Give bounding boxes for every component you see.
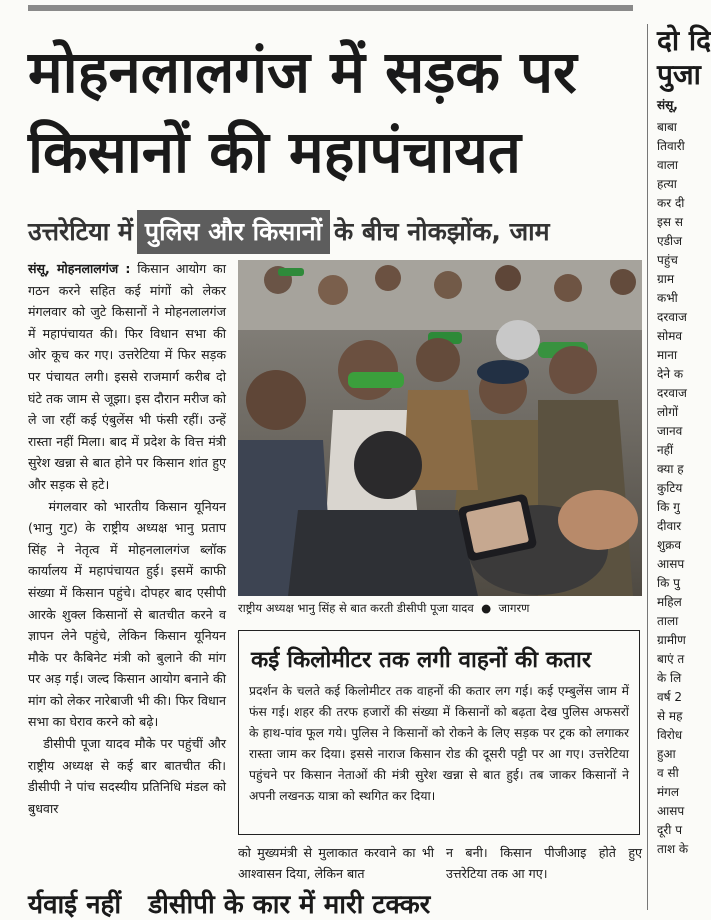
right-story-line: जानव [657,424,683,438]
right-story-line: सोमव [657,329,683,343]
right-story-line: ग्राम [657,272,675,286]
right-story-line: वाला [657,158,679,172]
right-story-line: देने क [657,367,684,381]
right-story-line: इस स [657,215,683,229]
right-story-line: कुटिय [657,481,683,495]
right-story-line: कभी [657,291,678,305]
top-rule [28,5,633,11]
right-story-line: दूरी प [657,823,683,837]
subheadline [28,210,550,254]
next-story-head-part-1: र्यवाई नहीं [28,890,122,920]
right-story-line: व सी [657,766,679,780]
article-body [28,258,226,819]
right-story-line: नहीं [657,443,674,457]
right-story-line: आसप [657,557,685,571]
continuation-col-2: न बनी। किसान पीजीआइ होते हुए उत्तरेटिया तक आ गए। [446,845,642,881]
headline-line-2: किसानों की महापंचायत [28,118,521,186]
body-paragraph-3 [28,733,226,819]
right-story-line: बाएं त [657,652,685,666]
box-title: कई किलोमीटर तक लगी वाहनों की कतार [251,647,592,673]
right-story-line: कि पु [657,576,680,590]
right-story-line: शुक्रव [657,538,682,552]
right-story-line: ग्रामीण [657,633,686,647]
right-story-headline [657,24,711,92]
dateline: संसू, मोहनलालगंज : [28,261,131,276]
right-story-line: कर दी [657,196,685,210]
body-text-2: मंगलवार को भारतीय किसान यूनियन (भानु गुट) के राष्ट्रीय अध्यक्ष भानु प्रताप सिंह ने नेतृत्व में मोहनलालगंज ब्लॉक कार्यालय में महापंचायत हुई। इसमें काफी संख्या में किसान पहुंचे। दोपहर बाद एसीपी आरके शुक्ल किसानों से बातचीत करने व ज्ञापन लेने पहुंचे, लेकिन किसान यूनियन मौके पर कैबिनेट मंत्री को बुलाने की मांग पर अड़ गई। जल्द किसान आयोग बनाने की मांग को लेकर नारेबाजी भी की। फिर विधान सभा का घेराव करने को बढ़े। [28,498,226,730]
right-story-line: क्या ह [657,462,684,476]
right-story-head-1: दो दि [657,24,711,57]
subheadline-after: के बीच नोकझोंक, जाम [334,217,550,246]
next-story-headline [28,890,430,920]
photo-caption [238,600,642,616]
subheadline-highlight: पुलिस और किसानों [137,210,330,254]
body-paragraph-1 [28,258,226,496]
body-paragraph-2 [28,496,226,734]
next-story-head-part-2: डीसीपी के कार में मारी टक्कर [148,890,431,920]
right-story-line: कि गु [657,500,680,514]
box-text: प्रदर्शन के चलते कई किलोमीटर तक वाहनों की कतार लग गई। कई एम्बुलेंस जाम में फंस गई। शहर की तरफ हजारों की संख्या में किसानों को बढ़ता देख पुलिस अफसरों के हाथ-पांव फूल गये। पुलिस ने किसानों को रोकने के लिए सड़क पर ट्रक को लगाकर रास्ता जाम कर दिया। इससे नाराज किसान रोड की दूसरी पट्टी पर आ गए। उत्तरेटिया पहुंचने पर किसान नेताओं की मंत्री सुरेश खन्ना से बात हुई। तब जाकर किसानों ने अपनी लखनऊ यात्रा को स्थगित कर दिया। [249,684,629,803]
column-divider [647,24,648,910]
sidebar-box [238,630,640,835]
right-story-line: एडीज [657,234,683,248]
photo-credit: जागरण [498,601,530,615]
headline-line-1: मोहनलालगंज में सड़क पर [28,38,577,106]
right-story-line: हत्या [657,177,677,191]
right-story-dateline: संसू, [657,98,678,112]
bullet-icon: ● [477,601,495,615]
right-story-line: वर्ष 2 [657,690,683,704]
photo-caption-text: राष्ट्रीय अध्यक्ष भानु सिंह से बात करती डीसीपी पूजा यादव [238,601,474,615]
right-story-line: हुआ [657,747,676,761]
body-text-1: किसान आयोग का गठन करने सहित कई मांगों को लेकर मंगलवार को जुटे किसानों ने मोहनलालगंज में महापंचायत की। फिर विधान सभा की ओर कूच कर गए। उत्तरेटिया में फिर सड़क पर पंचायत लगी। इससे राजमार्ग करीब दो घंटे तक जाम से जूझा। इस दौरान मरीज को ले जा रहीं कई एंबुलेंस भी फंसी रहीं। उन्हें रास्ता नहीं मिला। बाद में प्रदेश के वित्त मंत्री सुरेश खन्ना से बात होने पर किसान शांत हुए और सड़क से हटे। [28,261,226,492]
right-story-line: लोगों [657,405,679,419]
right-story-line: दरवाज [657,386,687,400]
body-text-3: डीसीपी पूजा यादव मौके पर पहुंचीं और राष्ट्रीय अध्यक्ष से कई बार बातचीत की। डीसीपी ने पांच सदस्यीय प्रतिनिधि मंडल को बुधवार [28,736,226,816]
right-story-body [657,118,689,859]
right-story-head-2: पुजा [657,58,701,91]
right-story-line: मंगल [657,785,680,799]
right-story-line: से मह [657,709,683,723]
right-story-line: दरवाज [657,310,687,324]
crowd-photo-illustration [238,260,642,596]
news-photo [238,260,642,596]
right-story-line: ताला [657,614,679,628]
right-story-line: तिवारी [657,139,685,153]
continuation-col-1: को मुख्यमंत्री से मुलाकात करवाने का भी आश्वासन दिया, लेकिन बात [238,845,434,881]
right-story-line: के लि [657,671,682,685]
right-story-line: माना [657,348,678,362]
right-story-line: बाबा [657,120,677,134]
right-story-line: दीवार [657,519,682,533]
right-story-line: पहुंच [657,253,678,267]
right-story-line: आसप [657,804,685,818]
right-story-line: विरोध [657,728,683,742]
right-story-line: ताश के [657,842,689,856]
right-story-line: महिल [657,595,682,609]
subheadline-before: उत्तरेटिया में [28,217,133,246]
